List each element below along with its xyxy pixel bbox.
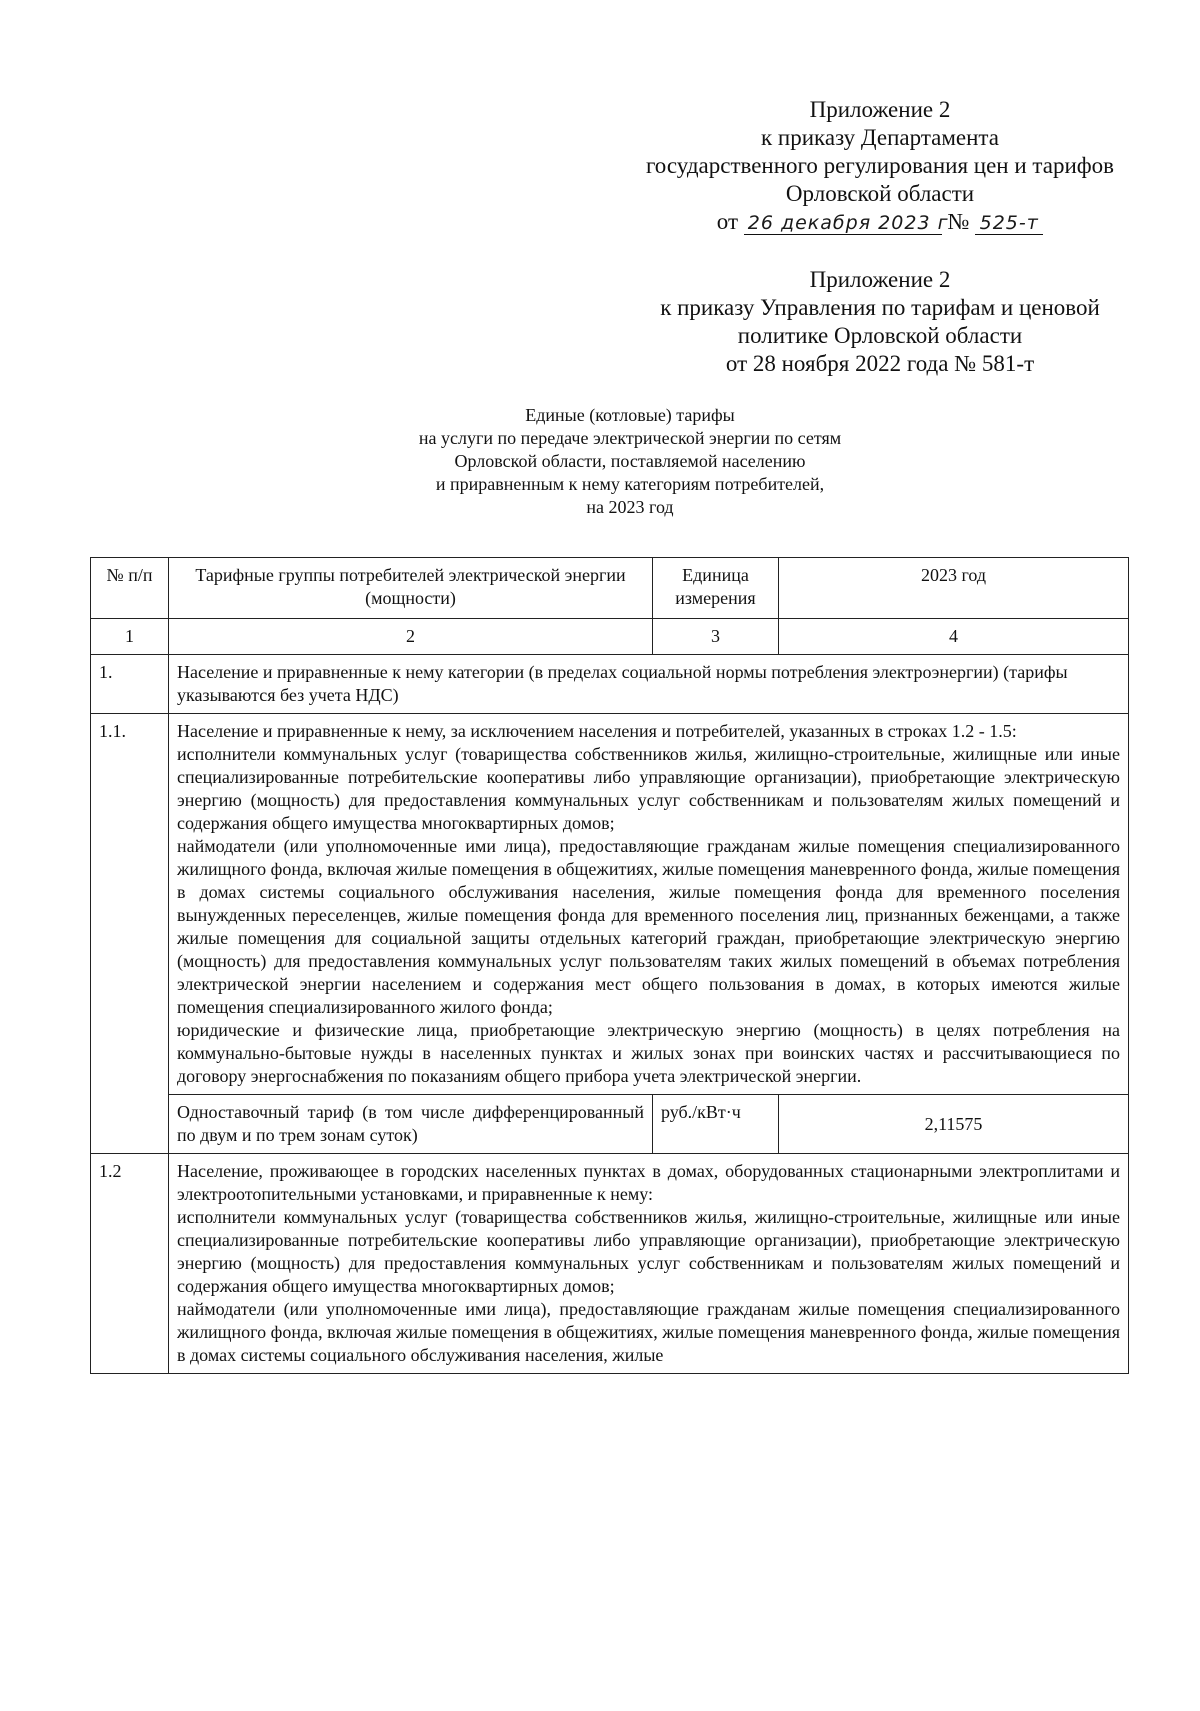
handwritten-date: 26 декабря 2023 г [744,212,942,235]
title-line1: Единые (котловые) тарифы [525,405,735,425]
approval-1-line1: Приложение 2 [809,97,951,122]
row-description [169,714,1129,1095]
tariff-description: Одноставочный тариф (в том числе дифференцированный по двум и по трем зонам суток) [169,1095,653,1154]
number-label: № [947,209,970,234]
row-description [169,1154,1129,1374]
table-row [91,655,1129,714]
approval-2-line3: политике Орловской области [737,323,1023,348]
tariffs-table [90,557,1129,1374]
approval-2-line2: к приказу Управления по тарифам и ценовой [660,295,1100,320]
table-index-row [91,619,1129,655]
from-label: от [716,209,739,234]
row-paragraph: Население, проживающее в городских населенных пунктах в домах, оборудованных стационарными электроплитами и электроотопительными установками, и приравненные к нему: [177,1161,1120,1204]
row-description: Население и приравненные к нему категории (в пределах социальной нормы потребления электроэнергии) (тарифы указываются без учета НДС) [169,655,1129,714]
header-unit: Единица измерения [653,558,779,619]
row-paragraph: наймодатели (или уполномоченные ими лица), предоставляющие гражданам жилые помещения специализированного жилищного фонда, включая жилые помещения в общежитиях, жилые помещения маневренного фонда, жилые помещения в домах системы социального обслуживания населения, жилые [177,1299,1120,1365]
row-number: 1.1. [91,714,169,1154]
index-cell-1: 1 [91,619,169,655]
approval-2-line4: от 28 ноября 2022 года № 581-т [725,351,1035,376]
index-cell-2: 2 [169,619,653,655]
tariff-value: 2,11575 [779,1095,1129,1154]
row-paragraph: юридические и физические лица, приобретающие электрическую энергию (мощность) в целях потребления на коммунально-бытовые нужды в населенных пунктах и жилых зонах при воинских частях и рассчитывающиеся по договору энергоснабжения по показаниям общего прибора учета электрической энергии. [177,1020,1120,1086]
row-paragraph: наймодатели (или уполномоченные ими лица), предоставляющие гражданам жилые помещения специализированного жилищного фонда, включая жилые помещения в общежитиях, жилые помещения маневренного фонда, жилые помещения в домах системы социального обслуживания населения, жилые помещения фонда для временного поселения вынужденных переселенцев, жилые помещения фонда для временного поселения лиц, признанных беженцами, а также жилые помещения для социальной защиты отдельных категорий граждан, приобретающие электрическую энергию (мощность) для предоставления коммунальных услуг пользователям таких жилых помещений в объемах потребления электрической энергии населением и содержания мест общего пользования в домах, в которых имеются жилые помещения специализированного жилого фонда; [177,836,1120,1017]
tariff-unit: руб./кВт·ч [653,1095,779,1154]
approval-block-2 [600,266,1160,378]
header-tariff-groups: Тарифные группы потребителей электрической энергии (мощности) [169,558,653,619]
row-paragraph: исполнители коммунальных услуг (товарищества собственников жилья, жилищно-строительные, жилищные или иные специализированные потребительские кооперативы либо управляющие организации), приобретающие электрическую энергию (мощность) для предоставления коммунальных услуг собственникам и пользователям жилых помещений и содержания общего имущества многоквартирных домов; [177,1207,1120,1296]
tariff-row [91,1095,1129,1154]
handwritten-number: 525-т [975,212,1043,235]
document-title [300,404,960,519]
title-line4: и приравненным к нему категориям потребителей, [435,474,825,494]
title-line2: на услуги по передаче электрической энергии по сетям [418,428,842,448]
index-cell-3: 3 [653,619,779,655]
approval-1-line2: к приказу Департамента [761,125,999,150]
table-row [91,714,1129,1095]
title-line5: на 2023 год [586,497,674,517]
table-row [91,1154,1129,1374]
row-number: 1.2 [91,1154,169,1374]
row-number: 1. [91,655,169,714]
approval-block-1 [600,96,1160,236]
approval-1-line3: государственного регулирования цен и тарифов [645,153,1115,178]
approval-1-line5 [600,208,1160,236]
approval-2-line1: Приложение 2 [809,267,951,292]
header-number: № п/п [91,558,169,619]
table-header-row [91,558,1129,619]
row-paragraph: исполнители коммунальных услуг (товарищества собственников жилья, жилищно-строительные, жилищные или иные специализированные потребительские кооперативы либо управляющие организации), приобретающие электрическую энергию (мощность) для предоставления коммунальных услуг собственникам и пользователям жилых помещений и содержания общего имущества многоквартирных домов; [177,744,1120,833]
approval-1-line4: Орловской области [785,181,975,206]
header-year: 2023 год [779,558,1129,619]
index-cell-4: 4 [779,619,1129,655]
title-line3: Орловской области, поставляемой населению [454,451,806,471]
row-paragraph: Население и приравненные к нему, за исключением населения и потребителей, указанных в строках 1.2 - 1.5: [177,721,1017,741]
